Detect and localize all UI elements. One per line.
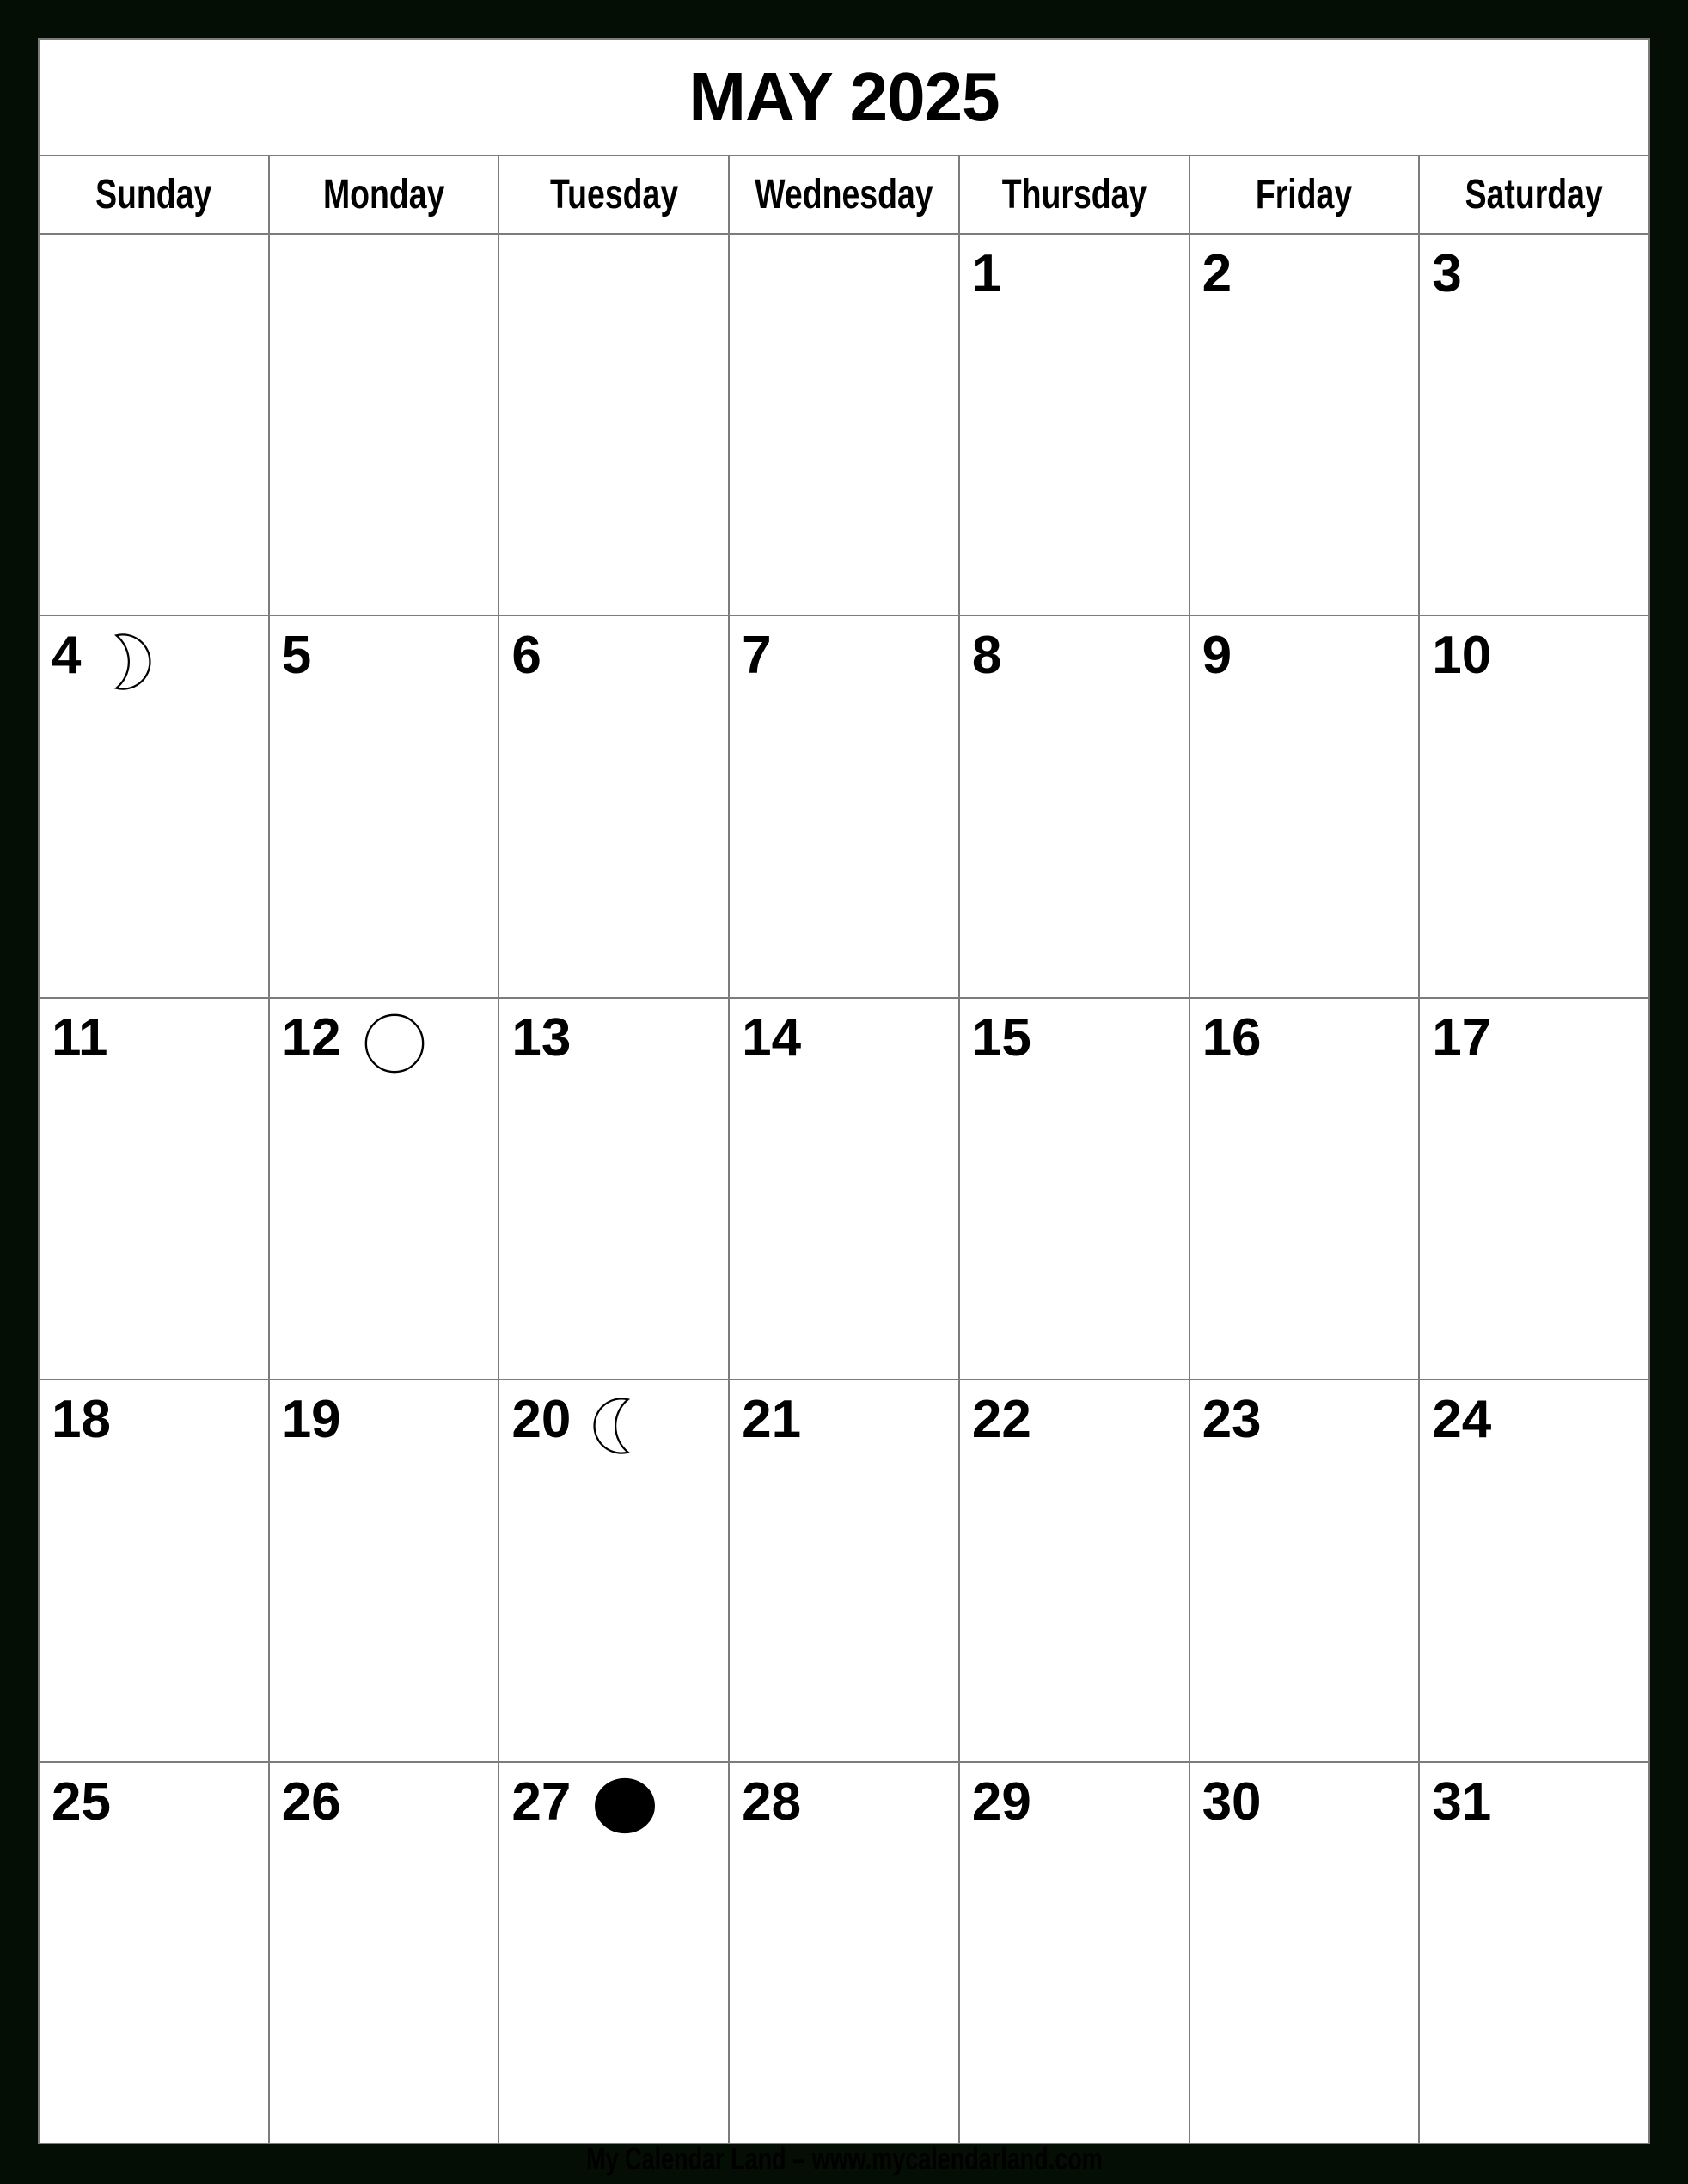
day-cell-empty (499, 235, 728, 615)
day-cell-15 (960, 999, 1189, 1379)
day-number: 5 (281, 626, 312, 686)
day-cell-6 (499, 616, 728, 996)
day-number: 11 (52, 1007, 108, 1068)
footer-credit-text: My Calendar Land – www.mycalendarland.com (585, 2141, 1103, 2176)
day-cell-30 (1190, 1763, 1419, 2143)
day-cell-8 (960, 616, 1189, 996)
day-number: 3 (1432, 244, 1462, 303)
title-box (40, 40, 1648, 155)
day-cell-3 (1420, 235, 1648, 615)
day-number: 26 (281, 1771, 341, 1832)
day-number: 27 (511, 1771, 572, 1832)
day-number: 18 (52, 1390, 111, 1450)
day-cell-empty (270, 235, 498, 615)
day-cell-9 (1190, 616, 1419, 996)
weekday-label: Thursday (1001, 172, 1147, 217)
day-cell-31 (1420, 1763, 1648, 2143)
day-cell-5 (270, 616, 498, 996)
weekday-header-monday (270, 156, 498, 233)
day-cell-28 (730, 1763, 958, 2143)
day-number: 23 (1202, 1390, 1262, 1450)
day-number: 25 (52, 1771, 111, 1832)
day-cell-18 (40, 1380, 268, 1760)
day-cell-7 (730, 616, 958, 996)
day-cell-1 (960, 235, 1189, 615)
day-number: 20 (511, 1390, 572, 1450)
day-number: 14 (742, 1007, 802, 1068)
weekday-header-wednesday (730, 156, 958, 233)
weekday-header-sunday (40, 156, 268, 233)
day-cell-14 (730, 999, 958, 1379)
day-number: 9 (1202, 626, 1232, 686)
day-number: 8 (971, 626, 1002, 686)
day-cell-21 (730, 1380, 958, 1760)
day-cell-11 (40, 999, 268, 1379)
day-number: 7 (742, 626, 772, 686)
day-number: 21 (742, 1390, 802, 1450)
day-cell-27 (499, 1763, 728, 2143)
day-cell-19 (270, 1380, 498, 1760)
calendar-grid (40, 156, 1648, 2143)
day-cell-12 (270, 999, 498, 1379)
weekday-label: Friday (1256, 172, 1353, 217)
day-number: 30 (1202, 1771, 1262, 1832)
day-cell-13 (499, 999, 728, 1379)
day-cell-empty (40, 235, 268, 615)
weekday-label: Monday (322, 172, 445, 217)
weekday-header-tuesday (499, 156, 728, 233)
day-cell-23 (1190, 1380, 1419, 1760)
day-number: 4 (52, 626, 82, 686)
footer (0, 2141, 1688, 2177)
day-cell-4 (40, 616, 268, 996)
day-cell-24 (1420, 1380, 1648, 1760)
day-number: 29 (971, 1771, 1031, 1832)
new-moon-icon (593, 1777, 657, 1835)
day-number: 13 (511, 1007, 572, 1068)
day-number: 19 (281, 1390, 341, 1450)
day-number: 2 (1202, 244, 1232, 303)
day-cell-20 (499, 1380, 728, 1760)
day-number: 15 (971, 1007, 1031, 1068)
day-number: 6 (511, 626, 541, 686)
weekday-header-thursday (960, 156, 1189, 233)
day-cell-17 (1420, 999, 1648, 1379)
weekday-header-friday (1190, 156, 1419, 233)
weekday-label: Wednesday (755, 172, 933, 217)
weekday-label: Saturday (1465, 172, 1604, 217)
page-title: MAY 2025 (688, 58, 1000, 135)
day-number: 31 (1432, 1771, 1492, 1832)
day-cell-22 (960, 1380, 1189, 1760)
day-number: 10 (1432, 626, 1492, 686)
day-cell-26 (270, 1763, 498, 2143)
day-cell-10 (1420, 616, 1648, 996)
last-quarter-moon-icon (593, 1394, 641, 1458)
full-moon-icon (364, 1012, 425, 1074)
weekday-label: Tuesday (549, 172, 678, 217)
calendar-sheet (38, 38, 1650, 2144)
day-cell-2 (1190, 235, 1419, 615)
first-quarter-moon-icon (103, 630, 151, 694)
day-number: 24 (1432, 1390, 1492, 1450)
day-number: 28 (742, 1771, 802, 1832)
day-cell-25 (40, 1763, 268, 2143)
day-number: 17 (1432, 1007, 1492, 1068)
day-number: 1 (971, 244, 1002, 303)
day-cell-empty (730, 235, 958, 615)
day-number: 22 (971, 1390, 1031, 1450)
weekday-label: Sunday (95, 172, 212, 217)
day-number: 16 (1202, 1007, 1262, 1068)
day-number: 12 (281, 1007, 341, 1068)
weekday-header-saturday (1420, 156, 1648, 233)
day-cell-16 (1190, 999, 1419, 1379)
day-cell-29 (960, 1763, 1189, 2143)
